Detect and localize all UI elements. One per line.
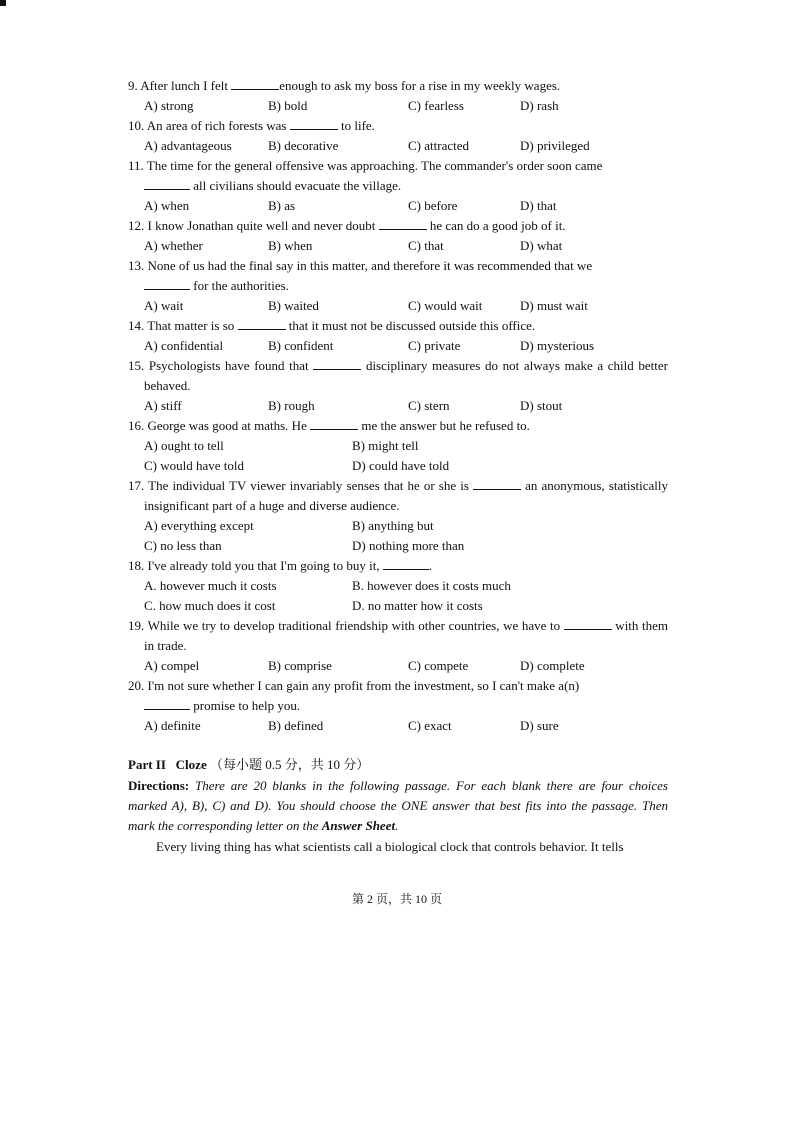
answer-blank: [144, 277, 190, 290]
answer-blank: [564, 617, 612, 630]
question-number: 10.: [128, 118, 147, 133]
answer-option: C) stern: [408, 398, 450, 413]
stem-text: .: [428, 558, 433, 573]
question-number: 15.: [128, 358, 149, 373]
directions-end: .: [395, 818, 399, 833]
stem-text: promise to help you.: [190, 698, 301, 713]
answer-blank: [473, 477, 521, 490]
options-row: [128, 196, 668, 216]
answer-blank: [238, 317, 286, 330]
options-row: [128, 596, 668, 616]
question-item: [128, 356, 668, 416]
question-stem: [128, 356, 668, 396]
answer-option: A) when: [144, 198, 190, 213]
question-number: 19.: [128, 618, 148, 633]
answer-option: B) defined: [268, 718, 324, 733]
stem-text: The individual TV viewer invariably senses that he or she is: [148, 478, 473, 493]
directions-text: There are 20 blanks in the following passage. For each blank there are four choices marked A), B), C) and D). You should choose the ONE answer that best fits into the passage. Then mark the corresponding letter on the: [128, 778, 668, 833]
stem-continuation: [128, 696, 668, 716]
options-row: [128, 396, 668, 416]
question-item: [128, 476, 668, 556]
question-item: [128, 616, 668, 676]
answer-option: B) might tell: [352, 438, 419, 453]
options-row: [128, 96, 668, 116]
answer-option: C) private: [408, 338, 461, 353]
answer-option: D) that: [520, 198, 557, 213]
question-number: 14.: [128, 318, 148, 333]
question-number: 11.: [128, 158, 147, 173]
answer-blank: [310, 417, 358, 430]
question-item: [128, 676, 668, 736]
question-stem: [128, 76, 668, 96]
answer-option: D) nothing more than: [352, 538, 465, 553]
question-stem: [128, 556, 668, 576]
answer-option: C) before: [408, 198, 458, 213]
answer-option: C) would have told: [144, 458, 245, 473]
answer-option: B) comprise: [268, 658, 332, 673]
options-row: [128, 236, 668, 256]
stem-text: disciplinary measures do not always make a child better behaved.: [144, 358, 668, 393]
answer-option: B) when: [268, 238, 313, 253]
stem-text: for the authorities.: [190, 278, 289, 293]
answer-option: A) whether: [144, 238, 203, 253]
question-stem: [128, 616, 668, 656]
answer-sheet-label: Answer Sheet: [321, 818, 396, 833]
question-number: 16.: [128, 418, 148, 433]
options-row: [128, 536, 668, 556]
directions-label: Directions:: [128, 778, 190, 793]
answer-option: C. how much does it cost: [144, 598, 276, 613]
question-number: 18.: [128, 558, 148, 573]
answer-option: D) what: [520, 238, 563, 253]
answer-blank: [290, 117, 338, 130]
answer-option: A) strong: [144, 98, 194, 113]
stem-text: all civilians should evacuate the village.: [190, 178, 402, 193]
question-stem: [128, 416, 668, 436]
answer-option: D) privileged: [520, 138, 590, 153]
answer-option: D) must wait: [520, 298, 588, 313]
stem-text: While we try to develop traditional friendship with other countries, we have to: [147, 618, 564, 633]
options-row: [128, 436, 668, 456]
answer-option: B) decorative: [268, 138, 339, 153]
answer-option: C) that: [408, 238, 444, 253]
answer-option: A) confidential: [144, 338, 224, 353]
stem-continuation: [128, 276, 668, 296]
answer-option: B. however does it costs much: [352, 578, 511, 593]
answer-option: C) no less than: [144, 538, 222, 553]
answer-option: C) compete: [408, 658, 469, 673]
stem-text: An area of rich forests was: [146, 118, 290, 133]
stem-text: I know Jonathan quite well and never doubt: [147, 218, 379, 233]
question-item: [128, 416, 668, 476]
part-two-section: [128, 754, 668, 858]
answer-option: C) fearless: [408, 98, 464, 113]
stem-text: to life.: [337, 118, 375, 133]
directions: [128, 776, 668, 836]
stem-text: an anonymous, statistically insignificant part of a huge and diverse audience.: [144, 478, 668, 513]
question-list: [128, 76, 668, 736]
exam-page: [128, 76, 668, 858]
answer-option: D) could have told: [352, 458, 450, 473]
answer-option: B) waited: [268, 298, 319, 313]
question-stem: [128, 116, 668, 136]
answer-option: C) attracted: [408, 138, 469, 153]
options-row: [128, 336, 668, 356]
question-number: 20.: [128, 678, 148, 693]
part-two-number: Part II: [128, 757, 166, 772]
question-stem: [128, 476, 668, 516]
stem-text: enough to ask my boss for a rise in my weekly wages.: [279, 78, 561, 93]
options-row: [128, 576, 668, 596]
stem-text: I've already told you that I'm going to buy it,: [147, 558, 383, 573]
answer-blank: [231, 77, 279, 90]
answer-option: B) anything but: [352, 518, 434, 533]
answer-option: A) ought to tell: [144, 438, 224, 453]
answer-option: A) advantageous: [144, 138, 232, 153]
answer-option: A) definite: [144, 718, 201, 733]
question-item: [128, 156, 668, 216]
stem-text: me the answer but he refused to.: [358, 418, 530, 433]
page-footer: 第 2 页，共 10 页: [351, 892, 442, 906]
answer-option: B) as: [268, 198, 296, 213]
options-row: [128, 136, 668, 156]
answer-option: D) sure: [520, 718, 559, 733]
scan-corner-mark: [0, 0, 6, 6]
cloze-passage: Every living thing has what scientists call a biological clock that controls behavior. It tells: [156, 839, 624, 854]
question-item: [128, 556, 668, 616]
question-item: [128, 216, 668, 256]
question-number: 12.: [128, 218, 148, 233]
question-item: [128, 116, 668, 156]
part-two-heading: [128, 754, 668, 776]
answer-blank: [313, 357, 361, 370]
answer-option: D) stout: [520, 398, 563, 413]
question-stem: [128, 216, 668, 236]
stem-text: I'm not sure whether I can gain any profit from the investment, so I can't make a(n): [147, 678, 580, 693]
answer-option: D) rash: [520, 98, 559, 113]
question-stem: [128, 316, 668, 336]
answer-option: D) complete: [520, 658, 585, 673]
stem-text: None of us had the final say in this matter, and therefore it was recommended that we: [147, 258, 593, 273]
answer-option: C) would wait: [408, 298, 483, 313]
stem-text: that it must not be discussed outside this office.: [285, 318, 536, 333]
answer-option: A. however much it costs: [144, 578, 277, 593]
options-row: [128, 456, 668, 476]
question-item: [128, 316, 668, 356]
stem-text: Psychologists have found that: [148, 358, 314, 373]
answer-option: A) compel: [144, 658, 200, 673]
part-two-score-note: （每小题 0.5 分，共 10 分）: [209, 757, 370, 772]
stem-text: with them in trade.: [144, 618, 669, 653]
answer-option: B) confident: [268, 338, 334, 353]
answer-option: D. no matter how it costs: [352, 598, 483, 613]
question-number: 17.: [128, 478, 149, 493]
question-stem: [128, 256, 668, 296]
question-item: [128, 256, 668, 316]
options-row: [128, 716, 668, 736]
answer-option: C) exact: [408, 718, 452, 733]
answer-option: A) everything except: [144, 518, 254, 533]
answer-option: A) wait: [144, 298, 184, 313]
stem-text: The time for the general offensive was approaching. The commander's order soon came: [146, 158, 603, 173]
options-row: [128, 656, 668, 676]
answer-blank: [383, 557, 429, 570]
answer-blank: [144, 177, 190, 190]
question-number: 9.: [128, 78, 141, 93]
answer-option: B) rough: [268, 398, 315, 413]
part-two-name: Cloze: [175, 757, 207, 772]
answer-option: A) stiff: [144, 398, 182, 413]
question-item: [128, 76, 668, 116]
stem-text: he can do a good job of it.: [426, 218, 566, 233]
stem-text: George was good at maths. He: [147, 418, 311, 433]
options-row: [128, 296, 668, 316]
stem-continuation: [128, 176, 668, 196]
question-stem: [128, 676, 668, 716]
answer-option: B) bold: [268, 98, 308, 113]
answer-blank: [144, 697, 190, 710]
answer-blank: [379, 217, 427, 230]
options-row: [128, 516, 668, 536]
answer-option: D) mysterious: [520, 338, 595, 353]
question-number: 13.: [128, 258, 148, 273]
stem-text: After lunch I felt: [140, 78, 232, 93]
question-stem: [128, 156, 668, 196]
stem-text: That matter is so: [147, 318, 238, 333]
